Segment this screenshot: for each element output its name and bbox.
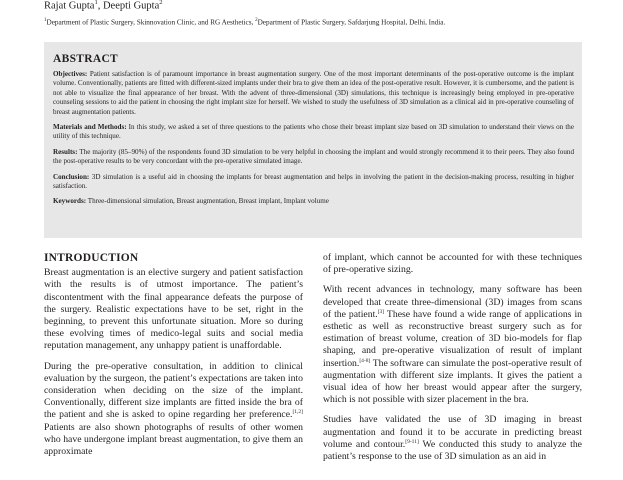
body-paragraph (323, 284, 582, 406)
right-column (323, 252, 582, 471)
methods-label: Materials and Methods: (53, 123, 127, 132)
paragraph-text: During the pre-operative consultation, in addition to clinical evaluation by the surgeon, the patient’s expectations are taken into consideration when deciding on the size of the implant. Conventionally, different size implants are fitted inside the bra of the patient and she is asked to opine regarding her preference. (44, 360, 303, 421)
intro-paragraph (44, 361, 303, 459)
intro-paragraph: Breast augmentation is an elective surgery and patient satisfaction with the results is of utmost importance. The patient’s discontentment with the final appearance defeats the purpose of the surgery. Realistic expectations have to be set, right in the beginning, to prevent this unfortunate situation. More so during these evolving times of medico-legal suits and social media reputation management, any unhappy patient is unaffordable. (44, 267, 303, 352)
affiliations (44, 16, 445, 27)
abstract-conclusion (53, 173, 574, 192)
abstract-objectives (53, 70, 574, 117)
citation: [4-8] (359, 357, 371, 364)
results-label: Results: (53, 147, 78, 156)
citation: [3] (377, 308, 385, 315)
keywords-text: Three-dimensional simulation, Breast augmentation, Breast implant, Implant volume (86, 197, 329, 206)
body-paragraph (323, 414, 582, 463)
paragraph-text: These have found a wide range of applications in esthetic as well as reconstructive breast surgery such as for estimation of breast volume, creation of 3D bio-models for flap shaping, and pre-operative visualization of result of implant insertion. (323, 308, 582, 369)
author-separator: , (97, 0, 103, 12)
methods-text: In this study, we asked a set of three questions to the patients who chose their breast implant size based on 3D simulation to understand their views on the utility of this technique. (53, 123, 574, 141)
results-text: The majority (85–90%) of the respondents found 3D simulation to be very helpful in choosing the implant and would strongly recommend it to their peers. They also found the post-operative results to be very concordant with the pre-operative simulated image. (53, 147, 574, 166)
left-column (44, 252, 303, 466)
citation: [1,2] (292, 409, 303, 416)
author-superscript: 2 (159, 0, 163, 6)
affiliation-superscript: 2 (255, 18, 258, 23)
paragraph-text: We conducted this study to analyze the patient’s response to the use of 3D simulation as an aid in (323, 438, 582, 463)
paragraph-text: Studies have validated the use of 3D imaging in breast augmentation and found it to be accurate in predicting breast volume and contour. (323, 414, 582, 450)
author-name: Deepti Gupta (102, 0, 160, 12)
affiliation-text: Department of Plastic Surgery, Safdarjung Hospital, Delhi, India. (257, 18, 446, 27)
affiliation-superscript: 1 (44, 18, 47, 23)
citation: [9-11] (405, 438, 419, 445)
objectives-text: Patient satisfaction is of paramount importance in breast augmentation surgery. One of the most important determinants of the post-operative outcome is the implant volume. Conventionally, patients are fitted with different-sized implants under their bra to give them an idea of the post-operative result. However, it is cumbersome, and the patient is not able to visualize the final appearance of her breast. With the advent of three-dimensional (3D) simulations, this technique is increasingly being employed in pre-operative counseling sessions to aid the patient in choosing the right implant size for herself. We wished to study the usefulness of 3D simulation as a clinical aid in pre-operative counseling of breast augmentation patients. (53, 70, 574, 116)
paragraph-text: With recent advances in technology, many software has been developed that create three-dimensional (3D) images from scans of the patient. (323, 284, 582, 320)
author-line (44, 0, 162, 13)
introduction-heading: INTRODUCTION (44, 252, 139, 264)
abstract-keywords (53, 197, 574, 206)
body-paragraph: of implant, which cannot be accounted for with these techniques of pre-operative sizing. (323, 252, 582, 276)
keywords-label: Keywords: (53, 197, 87, 206)
author-superscript: 1 (94, 0, 98, 6)
abstract-heading: ABSTRACT (53, 53, 119, 65)
abstract-results (53, 148, 574, 167)
conclusion-label: Conclusion: (53, 172, 90, 181)
affiliation-text: Department of Plastic Surgery, Skinnovation Clinic, and RG Aesthetics, (46, 18, 256, 27)
paragraph-text: The software can simulate the post-operative result of augmentation with different size implants. It gives the patient a visual idea of how her breast would appear after the surgery, which is not possible with sizer placement in the bra. (323, 357, 582, 406)
paragraph-text: Patients are also shown photographs of results of other women who have undergone implant breast augmentation, to give them an approximate (44, 421, 303, 458)
abstract-box (44, 42, 582, 238)
abstract-methods (53, 123, 574, 142)
objectives-label: Objectives: (53, 70, 88, 78)
author-name: Rajat Gupta (44, 0, 95, 12)
conclusion-text: 3D simulation is a useful aid in choosing the implants for breast augmentation and helps in involving the patient in the decision-making process, resulting in higher satisfaction. (53, 172, 574, 191)
